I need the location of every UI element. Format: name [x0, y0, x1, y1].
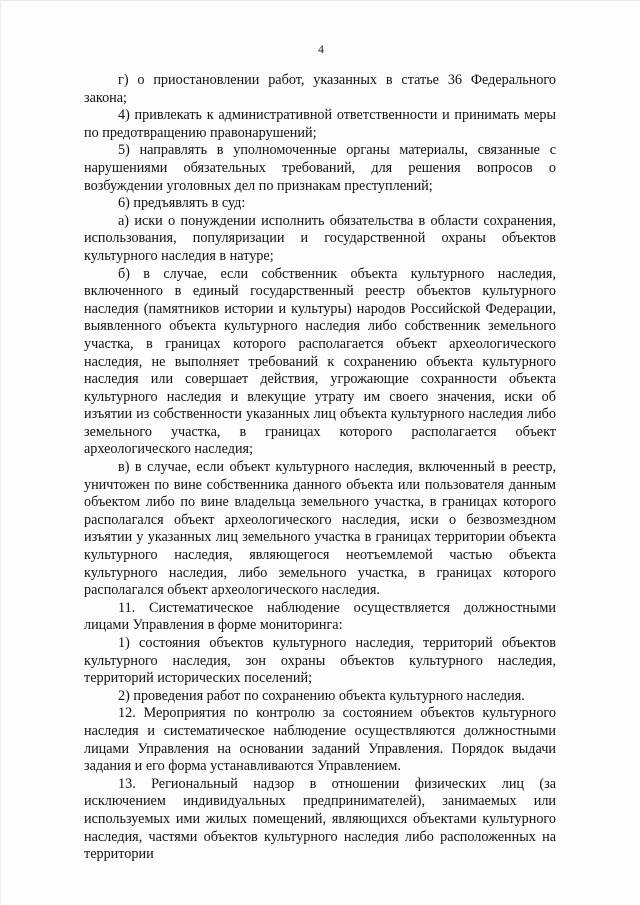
paragraph-2-preservation-works: 2) проведения работ по сохранению объекта культурного наследия. [118, 687, 525, 704]
paragraph-g-suspension: г) о приостановлении работ, указанных в статье 36 Федерального закона; [84, 72, 556, 106]
paragraph-v-destroyed-object: в) в случае, если объект культурного наследия, включенный в реестр, уничтожен по вине собственника данного объекта или пользователя данным объектом либо по вине владельца земельного участка, в границах которого располагался объект археологического наследия, иски о безвозмездном изъятии у указанных лиц земельного участка в границах территории объекта культурного наследия, являющегося неотъемлемой частью объекта культурного наследия, либо земельного участка, в границах которого располагался объект археологического наследия. [84, 459, 556, 599]
paragraph-5-send-materials: 5) направлять в уполномоченные органы материалы, связанные с нарушениями обязательных требований, для решения вопросов о возбуждении уголовных дел по признакам преступлений; [84, 142, 556, 194]
paragraph-6-court-claims: 6) предъявлять в суд: [118, 195, 246, 212]
page-number: 4 [318, 42, 324, 56]
paragraph-4-administrative-liability: 4) привлекать к административной ответственности и принимать меры по предотвращению правонарушений; [84, 107, 556, 141]
paragraph-12-control-measures: 12. Мероприятия по контролю за состоянием объектов культурного наследия и систематическое наблюдение осуществляются должностными лицами Управления на основании заданий Управления. Порядок выдачи задания и его форма устанавливаются Управлением. [84, 705, 556, 775]
paragraph-b-seizure-claims: б) в случае, если собственник объекта культурного наследия, включенного в единый государственный реестр объектов культурного наследия (памятников истории и культуры) народов Российской Федерации, выявленного объекта культурного наследия либо собственник земельного участка, в границах которого располагается объект археологического наследия, не выполняет требований к сохранению объекта культурного наследия или совершает действия, угрожающие сохранности объекта культурного наследия и влекущие утрату им своего значения, иски об изъятии из собственности указанных лиц объекта культурного наследия либо земельного участка, в границах которого располагается объект археологического наследия; [84, 265, 556, 458]
paragraph-a-enforcement-claims: а) иски о понуждении исполнить обязательства в области сохранения, использования, популяризации и государственной охраны объектов культурного наследия в натуре; [84, 212, 556, 264]
paragraph-13-regional-supervision: 13. Региональный надзор в отношении физических лиц (за исключением индивидуальных предпринимателей), занимаемых или используемых ими жилых помещений, являющихся объектами культурного наследия, частями объектов культурного наследия либо расположенных на территории [84, 775, 556, 863]
document-body [84, 72, 556, 864]
paragraph-1-state-of-objects: 1) состояния объектов культурного наследия, территорий объектов культурного наследия, зон охраны объектов культурного наследия, территорий исторических поселений; [84, 635, 556, 687]
paragraph-11-monitoring: 11. Систематическое наблюдение осуществляется должностными лицами Управления в форме мониторинга: [84, 599, 556, 634]
